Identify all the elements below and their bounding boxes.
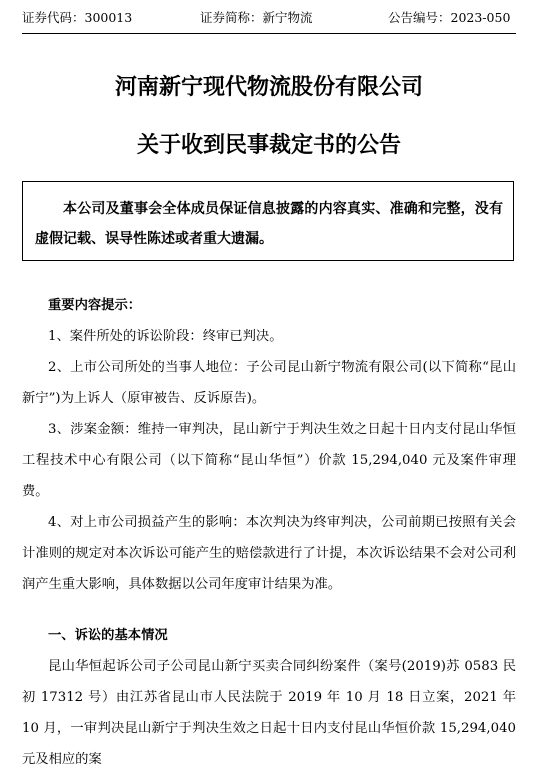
section-paragraph: 昆山华恒起诉公司子公司昆山新宁买卖合同纠纷案件（案号(2019)苏 0583 民初 17312 号）由江苏省昆山市人民法院于 2019 年 10 月 18 日立案，2021 年 10 月，一审判决昆山新宁于判决生效之日起十日内支付昆山华恒价款 15,294,040 元及相应的案 xyxy=(22,659,516,767)
highlight-item: 3、涉案金额：维持一审判决，昆山新宁于判决生效之日起十日内支付昆山华恒工程技术中心有限公司（以下简称“昆山华恒”）价款 15,294,040 元及案件审理费。 xyxy=(22,422,516,499)
notice-title: 关于收到民事裁定书的公告 xyxy=(136,132,401,158)
stock-short-name: 证券简称：新宁物流 xyxy=(200,10,313,25)
highlight-item: 4、对上市公司损益产生的影响：本次判决为终审判决，公司前期已按照有关会计准则的规定对本次诉讼可能产生的赔偿款进行了计提，本次诉讼结果不会对公司利润产生重大影响，具体数据以公司年度审计结果为准。 xyxy=(22,515,516,592)
notice-number: 公告编号：2023-050 xyxy=(388,10,511,25)
statement-box xyxy=(22,181,514,261)
stock-code: 证券代码：300013 xyxy=(22,10,133,25)
statement-text: 本公司及董事会全体成员保证信息披露的内容真实、准确和完整，没有虚假记载、误导性陈述或者重大遗漏。 xyxy=(35,201,503,247)
highlight-item: 2、上市公司所处的当事人地位：子公司昆山新宁物流有限公司(以下简称“昆山新宁”)为上诉人（原审被告、反诉原告)。 xyxy=(22,360,516,406)
company-title: 河南新宁现代物流股份有限公司 xyxy=(114,74,423,100)
header-divider xyxy=(22,33,516,34)
section-heading: 一、诉讼的基本情况 xyxy=(48,628,168,643)
highlight-item: 1、案件所处的诉讼阶段：终审已判决。 xyxy=(48,329,283,344)
document-header xyxy=(0,8,538,28)
document-body xyxy=(22,290,516,775)
spacer xyxy=(22,600,516,620)
highlights-heading: 重要内容提示： xyxy=(48,298,142,313)
